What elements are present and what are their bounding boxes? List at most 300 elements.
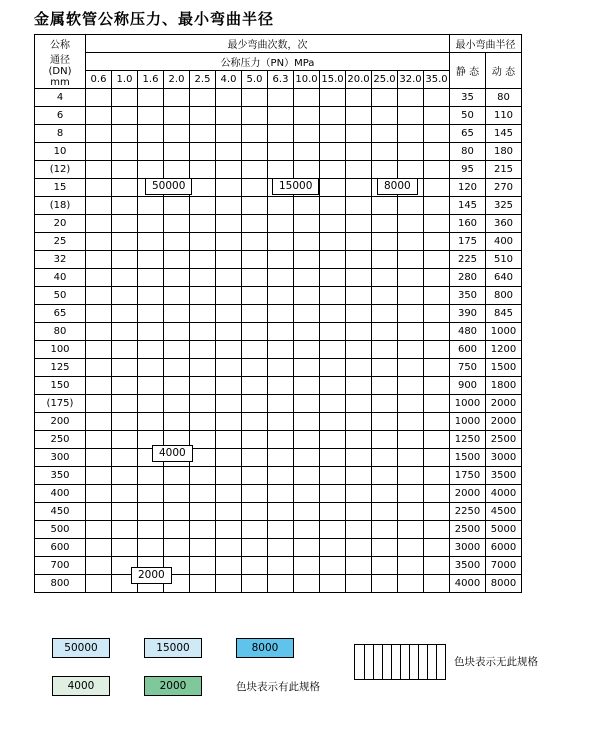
cell-spec bbox=[294, 305, 320, 323]
cell-spec bbox=[320, 467, 346, 485]
cell-spec bbox=[424, 359, 450, 377]
cell-spec bbox=[320, 341, 346, 359]
cell-spec bbox=[424, 485, 450, 503]
cell-spec bbox=[424, 197, 450, 215]
cell-spec bbox=[138, 323, 164, 341]
cell-spec bbox=[346, 449, 372, 467]
cell-spec bbox=[372, 107, 398, 125]
cell-spec bbox=[216, 467, 242, 485]
cell-spec bbox=[242, 485, 268, 503]
cell-spec bbox=[398, 503, 424, 521]
cell-spec bbox=[242, 233, 268, 251]
cell-spec bbox=[86, 503, 112, 521]
cell-dn: 20 bbox=[35, 215, 86, 233]
cell-spec bbox=[346, 179, 372, 197]
cell-spec bbox=[372, 233, 398, 251]
cell-spec bbox=[164, 305, 190, 323]
cell-spec bbox=[372, 575, 398, 593]
cell-spec bbox=[294, 557, 320, 575]
cell-dn: 450 bbox=[35, 503, 86, 521]
cell-spec bbox=[216, 251, 242, 269]
cell-spec bbox=[190, 377, 216, 395]
cell-spec bbox=[112, 305, 138, 323]
table-row bbox=[35, 449, 522, 467]
cell-spec bbox=[164, 377, 190, 395]
cell-spec bbox=[86, 359, 112, 377]
cell-spec bbox=[242, 395, 268, 413]
cell-spec bbox=[346, 575, 372, 593]
cell-spec bbox=[424, 413, 450, 431]
cell-spec bbox=[164, 143, 190, 161]
legend bbox=[34, 636, 574, 696]
value-callout: 2000 bbox=[131, 567, 172, 584]
cell-spec bbox=[268, 467, 294, 485]
cell-spec bbox=[398, 323, 424, 341]
cell-spec bbox=[424, 377, 450, 395]
cell-spec bbox=[398, 125, 424, 143]
cell-spec bbox=[268, 305, 294, 323]
cell-spec bbox=[138, 143, 164, 161]
table-row bbox=[35, 359, 522, 377]
legend-chip-8000: 8000 bbox=[236, 638, 294, 658]
cell-spec bbox=[86, 557, 112, 575]
pressure-col-header: 32.0 bbox=[398, 71, 424, 89]
cell-spec bbox=[112, 179, 138, 197]
cell-spec bbox=[86, 287, 112, 305]
table-row bbox=[35, 413, 522, 431]
cell-dn: 200 bbox=[35, 413, 86, 431]
table-head-row-1 bbox=[35, 35, 522, 53]
cell-spec bbox=[372, 539, 398, 557]
cell-radius-dynamic: 5000 bbox=[486, 521, 522, 539]
cell-spec bbox=[86, 215, 112, 233]
table-row bbox=[35, 305, 522, 323]
table-head-row-2 bbox=[35, 53, 522, 71]
cell-spec bbox=[190, 557, 216, 575]
cell-spec bbox=[86, 107, 112, 125]
cell-spec bbox=[372, 269, 398, 287]
table-row bbox=[35, 503, 522, 521]
cell-spec bbox=[398, 431, 424, 449]
cell-spec bbox=[294, 125, 320, 143]
legend-row-bottom bbox=[34, 666, 574, 696]
cell-radius-static: 1750 bbox=[450, 467, 486, 485]
cell-spec bbox=[164, 233, 190, 251]
cell-spec bbox=[346, 557, 372, 575]
cell-radius-static: 65 bbox=[450, 125, 486, 143]
cell-dn: 600 bbox=[35, 539, 86, 557]
cell-spec bbox=[320, 197, 346, 215]
cell-radius-dynamic: 2000 bbox=[486, 395, 522, 413]
cell-radius-static: 2000 bbox=[450, 485, 486, 503]
header-radius-dynamic: 动 态 bbox=[486, 53, 522, 89]
cell-spec bbox=[268, 485, 294, 503]
cell-spec bbox=[424, 449, 450, 467]
cell-radius-static: 1000 bbox=[450, 395, 486, 413]
cell-dn: (12) bbox=[35, 161, 86, 179]
header-dn-line1: 公称 bbox=[50, 39, 70, 51]
cell-spec bbox=[372, 287, 398, 305]
cell-radius-dynamic: 360 bbox=[486, 215, 522, 233]
cell-spec bbox=[320, 449, 346, 467]
cell-dn: 10 bbox=[35, 143, 86, 161]
cell-spec bbox=[294, 107, 320, 125]
cell-radius-static: 1250 bbox=[450, 431, 486, 449]
cell-spec bbox=[112, 503, 138, 521]
cell-spec bbox=[372, 449, 398, 467]
cell-spec bbox=[112, 251, 138, 269]
cell-spec bbox=[268, 287, 294, 305]
cell-spec bbox=[216, 395, 242, 413]
cell-radius-dynamic: 2500 bbox=[486, 431, 522, 449]
cell-radius-dynamic: 270 bbox=[486, 179, 522, 197]
table-row bbox=[35, 485, 522, 503]
cell-radius-static: 95 bbox=[450, 161, 486, 179]
table-row bbox=[35, 125, 522, 143]
cell-radius-static: 35 bbox=[450, 89, 486, 107]
cell-spec bbox=[242, 179, 268, 197]
cell-dn: 8 bbox=[35, 125, 86, 143]
cell-spec bbox=[138, 377, 164, 395]
cell-spec bbox=[86, 413, 112, 431]
cell-dn: 15 bbox=[35, 179, 86, 197]
cell-spec bbox=[138, 521, 164, 539]
cell-spec bbox=[372, 215, 398, 233]
cell-radius-static: 1500 bbox=[450, 449, 486, 467]
cell-spec bbox=[86, 467, 112, 485]
cell-spec bbox=[294, 485, 320, 503]
cell-spec bbox=[164, 359, 190, 377]
cell-spec bbox=[372, 143, 398, 161]
cell-spec bbox=[424, 233, 450, 251]
cell-spec bbox=[86, 485, 112, 503]
header-dn-line4: mm bbox=[50, 76, 70, 88]
pressure-col-header: 1.6 bbox=[138, 71, 164, 89]
cell-spec bbox=[190, 467, 216, 485]
spec-table bbox=[34, 34, 522, 593]
cell-spec bbox=[216, 449, 242, 467]
cell-spec bbox=[424, 539, 450, 557]
cell-spec bbox=[372, 377, 398, 395]
cell-spec bbox=[138, 539, 164, 557]
cell-radius-dynamic: 180 bbox=[486, 143, 522, 161]
cell-spec bbox=[138, 251, 164, 269]
cell-spec bbox=[320, 377, 346, 395]
cell-spec bbox=[216, 323, 242, 341]
cell-spec bbox=[424, 251, 450, 269]
cell-radius-dynamic: 7000 bbox=[486, 557, 522, 575]
cell-radius-dynamic: 6000 bbox=[486, 539, 522, 557]
cell-spec bbox=[86, 143, 112, 161]
cell-spec bbox=[164, 467, 190, 485]
table-row bbox=[35, 395, 522, 413]
cell-spec bbox=[268, 233, 294, 251]
value-callout: 4000 bbox=[152, 445, 193, 462]
cell-spec bbox=[294, 161, 320, 179]
cell-spec bbox=[242, 503, 268, 521]
cell-spec bbox=[268, 215, 294, 233]
cell-dn: 300 bbox=[35, 449, 86, 467]
cell-radius-static: 120 bbox=[450, 179, 486, 197]
cell-spec bbox=[86, 539, 112, 557]
cell-spec bbox=[294, 269, 320, 287]
cell-spec bbox=[398, 413, 424, 431]
cell-spec bbox=[138, 305, 164, 323]
cell-dn: (175) bbox=[35, 395, 86, 413]
cell-spec bbox=[190, 485, 216, 503]
cell-spec bbox=[268, 323, 294, 341]
cell-spec bbox=[190, 449, 216, 467]
cell-spec bbox=[164, 89, 190, 107]
cell-radius-dynamic: 215 bbox=[486, 161, 522, 179]
cell-spec bbox=[216, 503, 242, 521]
cell-spec bbox=[268, 395, 294, 413]
cell-spec bbox=[190, 251, 216, 269]
table-row bbox=[35, 521, 522, 539]
cell-spec bbox=[346, 539, 372, 557]
cell-radius-static: 2250 bbox=[450, 503, 486, 521]
cell-spec bbox=[138, 485, 164, 503]
cell-spec bbox=[164, 197, 190, 215]
cell-radius-static: 80 bbox=[450, 143, 486, 161]
cell-spec bbox=[242, 161, 268, 179]
cell-spec bbox=[216, 125, 242, 143]
cell-spec bbox=[372, 161, 398, 179]
cell-dn: 800 bbox=[35, 575, 86, 593]
cell-spec bbox=[346, 323, 372, 341]
cell-spec bbox=[398, 251, 424, 269]
cell-dn: 4 bbox=[35, 89, 86, 107]
cell-spec bbox=[164, 521, 190, 539]
cell-spec bbox=[424, 89, 450, 107]
cell-dn: 700 bbox=[35, 557, 86, 575]
cell-spec bbox=[268, 269, 294, 287]
cell-radius-dynamic: 4500 bbox=[486, 503, 522, 521]
cell-spec bbox=[268, 539, 294, 557]
cell-spec bbox=[346, 161, 372, 179]
cell-spec bbox=[86, 395, 112, 413]
cell-spec bbox=[294, 359, 320, 377]
cell-spec bbox=[424, 305, 450, 323]
cell-spec bbox=[372, 197, 398, 215]
cell-spec bbox=[346, 125, 372, 143]
cell-spec bbox=[346, 107, 372, 125]
cell-spec bbox=[294, 395, 320, 413]
cell-spec bbox=[242, 521, 268, 539]
cell-spec bbox=[398, 557, 424, 575]
cell-spec bbox=[190, 341, 216, 359]
cell-spec bbox=[372, 395, 398, 413]
pressure-col-header: 35.0 bbox=[424, 71, 450, 89]
cell-spec bbox=[320, 269, 346, 287]
cell-spec bbox=[424, 323, 450, 341]
cell-spec bbox=[372, 323, 398, 341]
cell-spec bbox=[268, 521, 294, 539]
cell-radius-static: 600 bbox=[450, 341, 486, 359]
cell-spec bbox=[294, 215, 320, 233]
cell-spec bbox=[190, 269, 216, 287]
cell-spec bbox=[164, 395, 190, 413]
cell-spec bbox=[190, 125, 216, 143]
cell-radius-dynamic: 1500 bbox=[486, 359, 522, 377]
cell-spec bbox=[190, 287, 216, 305]
header-dn-cell bbox=[35, 35, 86, 89]
cell-spec bbox=[112, 161, 138, 179]
cell-spec bbox=[320, 251, 346, 269]
cell-spec bbox=[320, 179, 346, 197]
cell-spec bbox=[164, 107, 190, 125]
cell-spec bbox=[398, 449, 424, 467]
cell-spec bbox=[372, 341, 398, 359]
cell-spec bbox=[112, 431, 138, 449]
cell-spec bbox=[294, 431, 320, 449]
pressure-col-header: 1.0 bbox=[112, 71, 138, 89]
cell-spec bbox=[242, 197, 268, 215]
table-row bbox=[35, 377, 522, 395]
cell-spec bbox=[294, 89, 320, 107]
cell-spec bbox=[138, 413, 164, 431]
cell-spec bbox=[268, 251, 294, 269]
table-row bbox=[35, 431, 522, 449]
cell-radius-dynamic: 510 bbox=[486, 251, 522, 269]
cell-spec bbox=[398, 467, 424, 485]
cell-spec bbox=[242, 287, 268, 305]
cell-spec bbox=[346, 251, 372, 269]
cell-spec bbox=[294, 323, 320, 341]
cell-radius-static: 160 bbox=[450, 215, 486, 233]
header-radius-title: 最小弯曲半径 bbox=[450, 35, 522, 53]
cell-spec bbox=[294, 251, 320, 269]
cell-spec bbox=[164, 269, 190, 287]
cell-spec bbox=[242, 125, 268, 143]
cell-dn: 350 bbox=[35, 467, 86, 485]
cell-spec bbox=[86, 575, 112, 593]
cell-spec bbox=[346, 215, 372, 233]
cell-spec bbox=[138, 233, 164, 251]
cell-spec bbox=[242, 341, 268, 359]
table-row bbox=[35, 143, 522, 161]
cell-spec bbox=[320, 107, 346, 125]
cell-radius-static: 145 bbox=[450, 197, 486, 215]
cell-spec bbox=[86, 89, 112, 107]
cell-spec bbox=[164, 503, 190, 521]
cell-spec bbox=[320, 233, 346, 251]
cell-radius-static: 2500 bbox=[450, 521, 486, 539]
cell-dn: (18) bbox=[35, 197, 86, 215]
cell-spec bbox=[346, 89, 372, 107]
value-callout: 8000 bbox=[377, 178, 418, 195]
cell-spec bbox=[320, 431, 346, 449]
table-row bbox=[35, 539, 522, 557]
cell-spec bbox=[112, 107, 138, 125]
cell-dn: 65 bbox=[35, 305, 86, 323]
cell-spec bbox=[112, 539, 138, 557]
cell-spec bbox=[242, 143, 268, 161]
cell-radius-dynamic: 80 bbox=[486, 89, 522, 107]
cell-spec bbox=[398, 89, 424, 107]
cell-spec bbox=[398, 575, 424, 593]
cell-spec bbox=[242, 305, 268, 323]
cell-spec bbox=[242, 377, 268, 395]
cell-spec bbox=[268, 89, 294, 107]
cell-spec bbox=[398, 395, 424, 413]
cell-spec bbox=[190, 161, 216, 179]
cell-spec bbox=[346, 503, 372, 521]
cell-spec bbox=[372, 251, 398, 269]
cell-spec bbox=[190, 197, 216, 215]
table-row bbox=[35, 251, 522, 269]
legend-chip-4000: 4000 bbox=[52, 676, 110, 696]
cell-spec bbox=[138, 215, 164, 233]
cell-spec bbox=[424, 467, 450, 485]
cell-dn: 32 bbox=[35, 251, 86, 269]
cell-spec bbox=[138, 107, 164, 125]
cell-spec bbox=[320, 557, 346, 575]
cell-spec bbox=[294, 413, 320, 431]
cell-spec bbox=[164, 215, 190, 233]
cell-spec bbox=[398, 485, 424, 503]
cell-spec bbox=[190, 107, 216, 125]
cell-radius-static: 480 bbox=[450, 323, 486, 341]
cell-spec bbox=[138, 197, 164, 215]
table-head-row-3 bbox=[35, 71, 522, 89]
cell-spec bbox=[216, 233, 242, 251]
cell-radius-dynamic: 8000 bbox=[486, 575, 522, 593]
cell-spec bbox=[268, 125, 294, 143]
cell-spec bbox=[320, 575, 346, 593]
cell-spec bbox=[112, 395, 138, 413]
pressure-col-header: 2.0 bbox=[164, 71, 190, 89]
cell-spec bbox=[138, 341, 164, 359]
cell-dn: 25 bbox=[35, 233, 86, 251]
cell-spec bbox=[294, 467, 320, 485]
cell-spec bbox=[320, 395, 346, 413]
cell-radius-static: 3000 bbox=[450, 539, 486, 557]
cell-radius-static: 390 bbox=[450, 305, 486, 323]
cell-spec bbox=[190, 233, 216, 251]
cell-radius-static: 900 bbox=[450, 377, 486, 395]
cell-radius-static: 50 bbox=[450, 107, 486, 125]
cell-spec bbox=[190, 503, 216, 521]
cell-spec bbox=[242, 557, 268, 575]
cell-spec bbox=[112, 125, 138, 143]
cell-spec bbox=[320, 125, 346, 143]
cell-radius-dynamic: 3000 bbox=[486, 449, 522, 467]
cell-spec bbox=[216, 179, 242, 197]
cell-spec bbox=[190, 305, 216, 323]
cell-spec bbox=[294, 539, 320, 557]
cell-spec bbox=[242, 449, 268, 467]
cell-spec bbox=[346, 359, 372, 377]
cell-radius-static: 3500 bbox=[450, 557, 486, 575]
header-pressure: 公称压力（PN）MPa bbox=[86, 53, 450, 71]
cell-spec bbox=[138, 467, 164, 485]
cell-spec bbox=[398, 305, 424, 323]
table-row bbox=[35, 557, 522, 575]
table-row bbox=[35, 269, 522, 287]
cell-spec bbox=[112, 413, 138, 431]
table-row bbox=[35, 323, 522, 341]
cell-radius-dynamic: 3500 bbox=[486, 467, 522, 485]
cell-spec bbox=[216, 107, 242, 125]
cell-spec bbox=[242, 575, 268, 593]
cell-spec bbox=[216, 359, 242, 377]
cell-spec bbox=[372, 467, 398, 485]
cell-spec bbox=[242, 107, 268, 125]
cell-spec bbox=[372, 521, 398, 539]
cell-spec bbox=[112, 269, 138, 287]
cell-spec bbox=[112, 359, 138, 377]
